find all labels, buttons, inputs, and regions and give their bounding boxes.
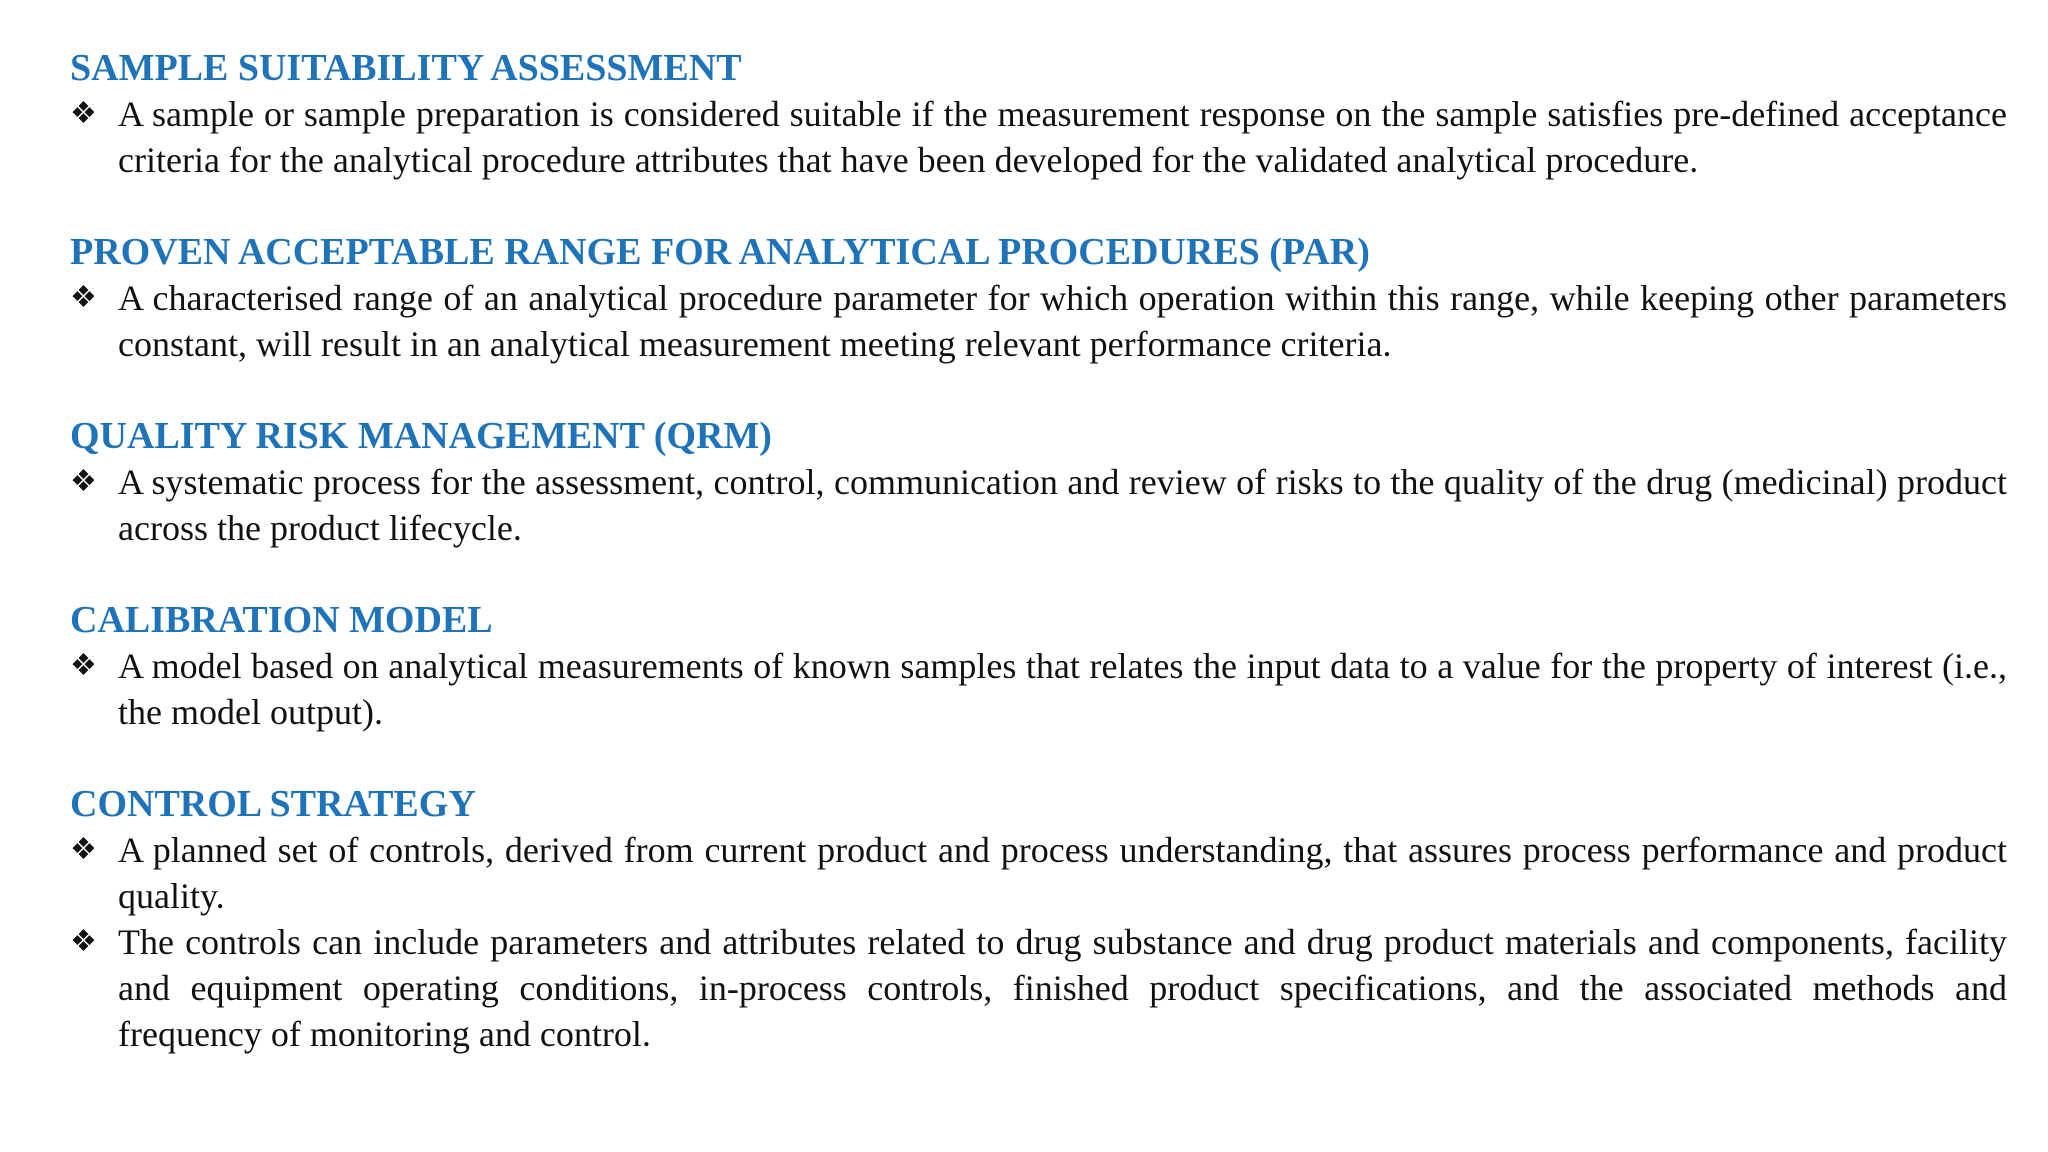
section-proven-acceptable-range (70, 229, 2007, 367)
section-heading: CALIBRATION MODEL (70, 599, 493, 641)
section-calibration-model (70, 597, 2007, 735)
bullet-text: A characterised range of an analytical procedure parameter for which operation within this range, while keeping other parameters constant, will result in an analytical measurement meeting relevant performance criteria. (118, 278, 2007, 364)
diamond-bullet-icon: ❖ (70, 649, 97, 682)
bullet-item (70, 827, 2007, 919)
bullet-item (70, 643, 2007, 735)
diamond-bullet-icon: ❖ (70, 281, 97, 314)
diamond-bullet-icon: ❖ (70, 925, 97, 958)
bullet-text: The controls can include parameters and attributes related to drug substance and drug product materials and components, facility and equipment operating conditions, in-process controls, finished product specifications, and the associated methods and frequency of monitoring and control. (118, 922, 2007, 1054)
diamond-bullet-icon: ❖ (70, 465, 97, 498)
section-control-strategy (70, 781, 2007, 1057)
bullet-text: A planned set of controls, derived from current product and process understanding, that assures process performance and product quality. (118, 830, 2007, 916)
bullet-item (70, 459, 2007, 551)
section-heading: CONTROL STRATEGY (70, 783, 476, 825)
diamond-bullet-icon: ❖ (70, 97, 97, 130)
bullet-item (70, 275, 2007, 367)
section-quality-risk-management (70, 413, 2007, 551)
section-sample-suitability (70, 45, 2007, 183)
bullet-text: A sample or sample preparation is considered suitable if the measurement response on the sample satisfies pre-defined acceptance criteria for the analytical procedure attributes that have been developed for the validated analytical procedure. (118, 94, 2007, 180)
section-heading: PROVEN ACCEPTABLE RANGE FOR ANALYTICAL PROCEDURES (PAR) (70, 231, 1370, 273)
diamond-bullet-icon: ❖ (70, 833, 97, 866)
bullet-text: A model based on analytical measurements of known samples that relates the input data to a value for the property of interest (i.e., the model output). (118, 646, 2007, 732)
bullet-item (70, 919, 2007, 1057)
glossary-page (70, 45, 2007, 1103)
bullet-text: A systematic process for the assessment, control, communication and review of risks to the quality of the drug (medicinal) product across the product lifecycle. (118, 462, 2007, 548)
bullet-item (70, 91, 2007, 183)
section-heading: QUALITY RISK MANAGEMENT (QRM) (70, 415, 772, 457)
section-heading: SAMPLE SUITABILITY ASSESSMENT (70, 47, 742, 89)
